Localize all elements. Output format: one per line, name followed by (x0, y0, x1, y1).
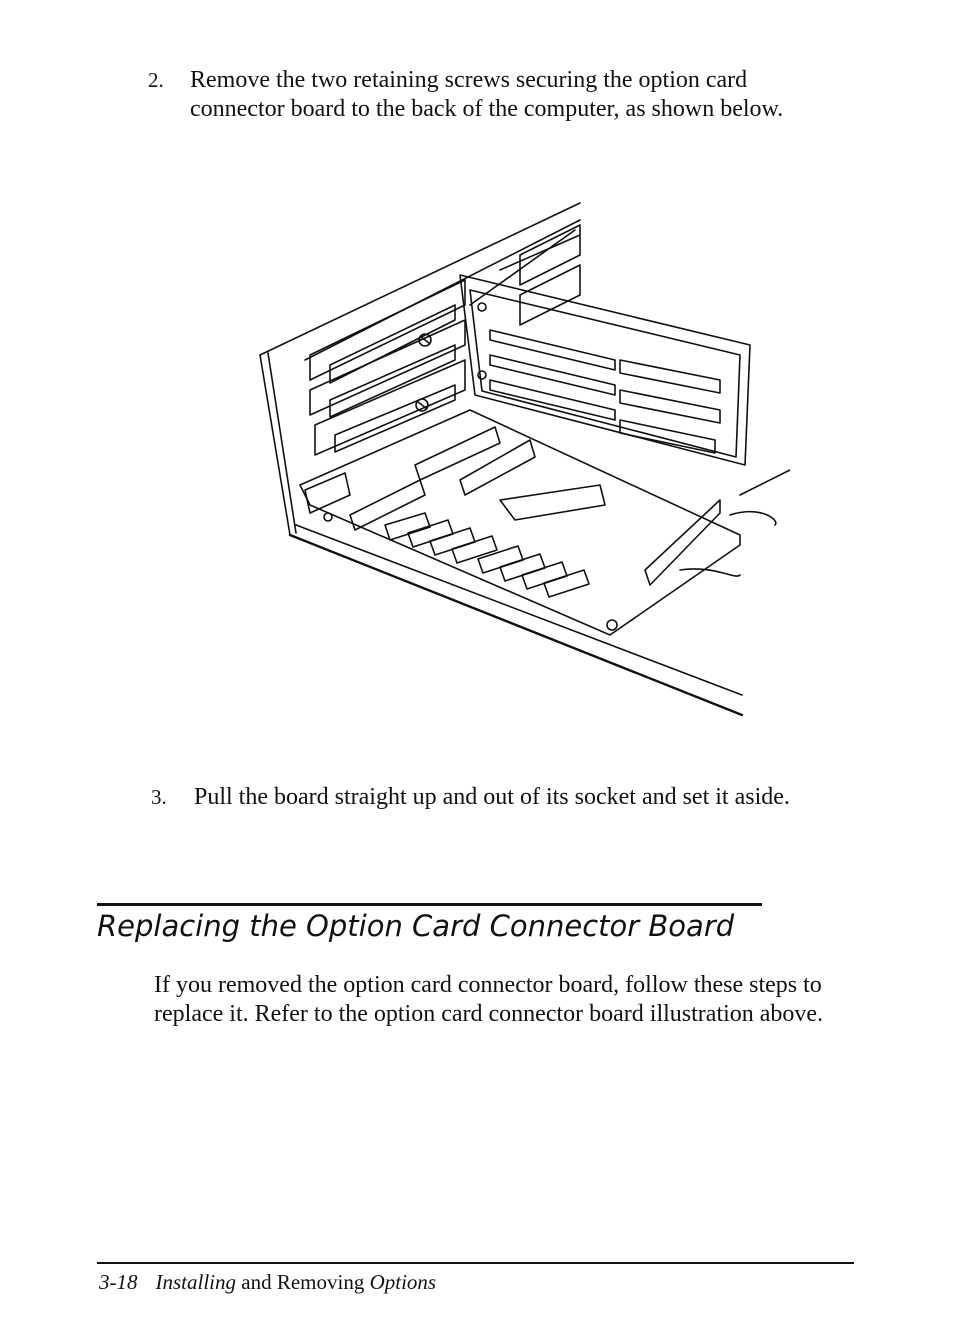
step-text: Pull the board straight up and out of its socket and set it aside. (194, 784, 790, 810)
page-number: 3-18 (99, 1270, 138, 1294)
option-card-connector-board-illustration (250, 195, 790, 725)
page-footer (99, 1268, 436, 1296)
step-number: 2. (148, 68, 164, 92)
section-body: If you removed the option card connector board, follow these steps to replace it. Refer to the option card connector board illustration above. (154, 972, 824, 1027)
step-text: Remove the two retaining screws securing the option card connector board to the back of the computer, as shown below. (190, 67, 784, 122)
footer-title-part: Installing (155, 1270, 237, 1294)
section-heading: Replacing the Option Card Connector Board (97, 909, 735, 943)
step-number: 3. (151, 785, 167, 809)
footer-rule (97, 1262, 854, 1264)
card-bracket (310, 280, 465, 383)
footer-title-part: and Removing (236, 1270, 370, 1294)
footer-title-part: Options (369, 1270, 437, 1294)
